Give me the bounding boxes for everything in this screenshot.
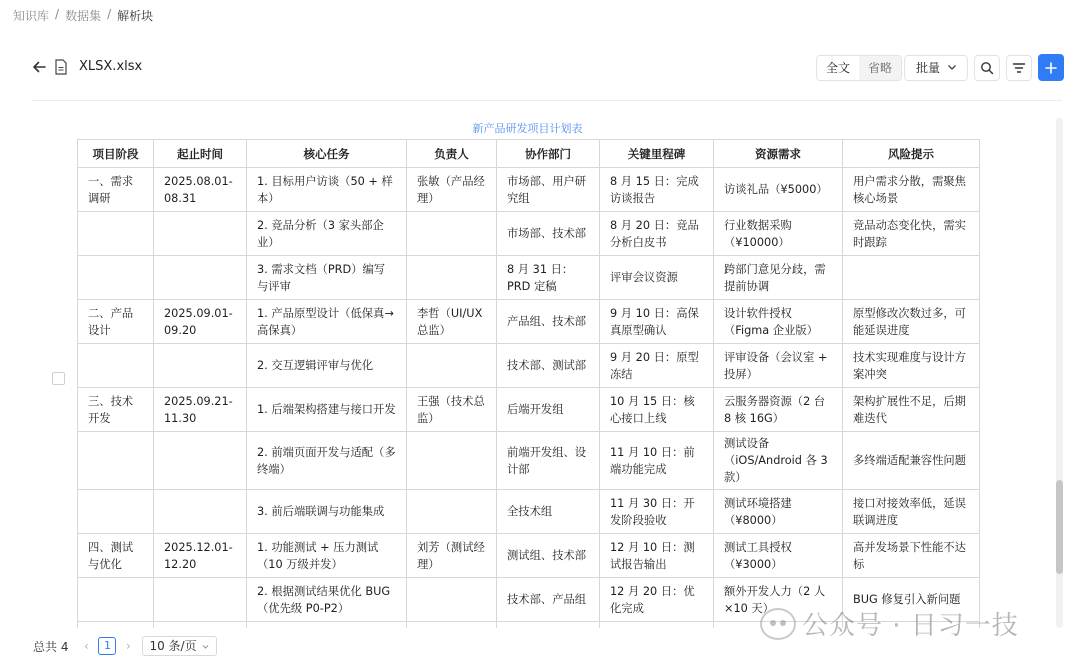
breadcrumb-item-knowledge-base[interactable]: 知识库 [13,9,50,23]
breadcrumb [13,7,153,24]
table-cell: 接口对接效率低，延误联调进度 [843,490,980,534]
table-row [78,212,980,256]
table-row [78,300,980,344]
table-cell: 刘芳（测试经理） [407,534,497,578]
table-cell: 评审设备（会议室 + 投屏） [714,344,843,388]
table-cell: 10 月 15 日：核心接口上线 [600,388,714,432]
table-cell [78,256,154,300]
table-cell: 市场部、用户研究组 [497,168,600,212]
column-header: 协作部门 [497,140,600,168]
back-arrow-icon[interactable] [30,58,48,76]
table-cell: 用户需求分散，需聚焦核心场景 [843,168,980,212]
table-cell: 竞品动态变化快，需实时跟踪 [843,212,980,256]
table-cell: 四、测试与优化 [78,534,154,578]
table-cell: 2. 根据测试结果优化 BUG（优先级 P0-P2） [247,578,407,622]
breadcrumb-item-current: 解析块 [117,9,154,23]
table-cell [78,578,154,622]
chevron-down-icon [201,642,210,651]
view-brief-button[interactable]: 省略 [859,56,901,80]
view-full-button[interactable]: 全文 [817,56,859,80]
table-cell: 3. 前后端联调与功能集成 [247,490,407,534]
table-cell [78,432,154,490]
table-cell [154,344,247,388]
table-cell [407,578,497,622]
chevron-down-icon [946,61,958,73]
table-row [78,490,980,534]
toolbar [30,52,1064,84]
table-cell: 1. 后端架构搭建与接口开发 [247,388,407,432]
table-cell: 12 月 10 日：测试报告输出 [600,534,714,578]
table-cell: 技术实现难度与设计方案冲突 [843,344,980,388]
table-cell: 测试环境搭建（¥8000） [714,490,843,534]
table-cell [154,432,247,490]
table-cell: 12 月 20 日：优化完成 [600,578,714,622]
table-cell: 二、产品设计 [78,300,154,344]
table-cell: 市场部、技术部 [497,212,600,256]
table-cell: 全技术组 [497,490,600,534]
table-cell [407,432,497,490]
table-header-row [78,140,980,168]
table-cell [154,256,247,300]
divider [32,100,1062,101]
total-count: 总共 4 [33,639,69,654]
scrollbar-thumb[interactable] [1056,480,1063,574]
table-cell: BUG 修复引入新问题 [843,578,980,622]
table-cell: 9 月 20 日：原型冻结 [600,344,714,388]
table-cell [78,490,154,534]
table-cell: 2025.08.01-08.31 [154,168,247,212]
table-cell [407,490,497,534]
column-header: 风险提示 [843,140,980,168]
table-cell [497,622,600,629]
sheet-table [77,139,980,628]
page-size-select[interactable] [142,636,216,656]
table-cell [407,256,497,300]
table-cell [247,622,407,629]
table-cell [407,212,497,256]
table-cell [843,256,980,300]
table-cell: 前端开发组、设计部 [497,432,600,490]
table-cell: 李哲（UI/UX 总监） [407,300,497,344]
sheet-caption: 新产品研发项目计划表 [472,122,583,135]
table-cell: 一、需求调研 [78,168,154,212]
watermark-text: 公众号 · 日习一技 [802,611,1019,641]
table-cell: 跨部门意见分歧，需提前协调 [714,256,843,300]
table-cell: 2025.12.01-12.20 [154,534,247,578]
table-cell: 8 月 15 日：完成访谈报告 [600,168,714,212]
table-cell: 2025.09.01-09.20 [154,300,247,344]
table-cell: 1. 产品原型设计（低保真→高保真） [247,300,407,344]
table-cell: 王强（技术总监） [407,388,497,432]
table-body [78,168,980,629]
table-cell [78,344,154,388]
table-cell: 测试工具授权（¥3000） [714,534,843,578]
table-cell: 2. 前端页面开发与适配（多终端） [247,432,407,490]
search-button[interactable] [974,55,1000,81]
table-cell: 张敏（产品经理） [407,168,497,212]
chunk-content [30,116,1055,628]
table-cell [407,344,497,388]
column-header: 资源需求 [714,140,843,168]
breadcrumb-separator: / [55,7,60,21]
table-row [78,388,980,432]
watermark [760,605,1019,642]
filter-button[interactable] [1006,55,1032,81]
table-cell: 访谈礼品（¥5000） [714,168,843,212]
table-cell: 多终端适配兼容性问题 [843,432,980,490]
table-cell: 测试组、技术部 [497,534,600,578]
table-cell: 高并发场景下性能不达标 [843,534,980,578]
next-page-icon[interactable]: › [126,639,131,653]
view-mode-toggle [816,55,902,81]
page-size-value: 10 条/页 [149,639,197,653]
table-cell: 评审会议资源 [600,256,714,300]
table-row [78,168,980,212]
table-cell: 技术部、产品组 [497,578,600,622]
table-cell: 2. 交互逻辑评审与优化 [247,344,407,388]
filter-icon [1012,61,1026,75]
plus-icon [1044,61,1058,75]
table-cell [154,622,247,629]
table-cell: 设计软件授权（Figma 企业版） [714,300,843,344]
column-header: 关键里程碑 [600,140,714,168]
table-row [78,534,980,578]
column-header: 负责人 [407,140,497,168]
search-icon [980,61,994,75]
batch-label: 批量 [916,61,941,75]
table-cell: 测试设备（iOS/Android 各 3 款） [714,432,843,490]
table-row [78,344,980,388]
table-cell: 三、技术开发 [78,388,154,432]
table-cell: 2025.09.21-11.30 [154,388,247,432]
table-cell: 产品组、技术部 [497,300,600,344]
table-cell: 2. 竞品分析（3 家头部企业） [247,212,407,256]
table-cell: 1. 目标用户访谈（50 + 样本） [247,168,407,212]
table-cell: 额外开发人力（2 人×10 天） [714,578,843,622]
breadcrumb-item-dataset[interactable]: 数据集 [65,9,102,23]
table-cell: 8 月 20 日：竞品分析白皮书 [600,212,714,256]
current-page[interactable]: 1 [98,637,116,655]
breadcrumb-separator: / [107,7,112,21]
column-header: 起止时间 [154,140,247,168]
table-cell: 3. 需求文档（PRD）编写与评审 [247,256,407,300]
table-cell [154,578,247,622]
vertical-scrollbar[interactable] [1056,118,1063,628]
table-cell: 云服务器资源（2 台 8 核 16G） [714,388,843,432]
table-cell: 11 月 30 日：开发阶段验收 [600,490,714,534]
wechat-logo-icon [760,608,796,640]
table-cell [600,622,714,629]
column-header: 项目阶段 [78,140,154,168]
file-name: XLSX.xlsx [79,59,143,74]
table-cell: 后端开发组 [497,388,600,432]
table-row [78,256,980,300]
table-cell: 行业数据采购（¥10000） [714,212,843,256]
pagination [33,635,217,657]
table-cell: 8 月 31 日：PRD 定稿 [497,256,600,300]
table-cell: 技术部、测试部 [497,344,600,388]
table-cell: 架构扩展性不足，后期难迭代 [843,388,980,432]
table-cell [78,212,154,256]
table-cell [154,212,247,256]
table-cell: 原型修改次数过多，可能延误进度 [843,300,980,344]
file-icon [55,59,67,75]
column-header: 核心任务 [247,140,407,168]
add-button[interactable] [1038,54,1064,81]
chunk-checkbox[interactable] [52,372,65,385]
table-cell: 1. 功能测试 + 压力测试（10 万级并发） [247,534,407,578]
table-row [78,432,980,490]
table-cell [407,622,497,629]
table-cell: 11 月 10 日：前端功能完成 [600,432,714,490]
table-cell [78,622,154,629]
table-cell: 9 月 10 日：高保真原型确认 [600,300,714,344]
batch-dropdown[interactable] [904,55,968,81]
table-cell [154,490,247,534]
prev-page-icon[interactable]: ‹ [84,639,89,653]
